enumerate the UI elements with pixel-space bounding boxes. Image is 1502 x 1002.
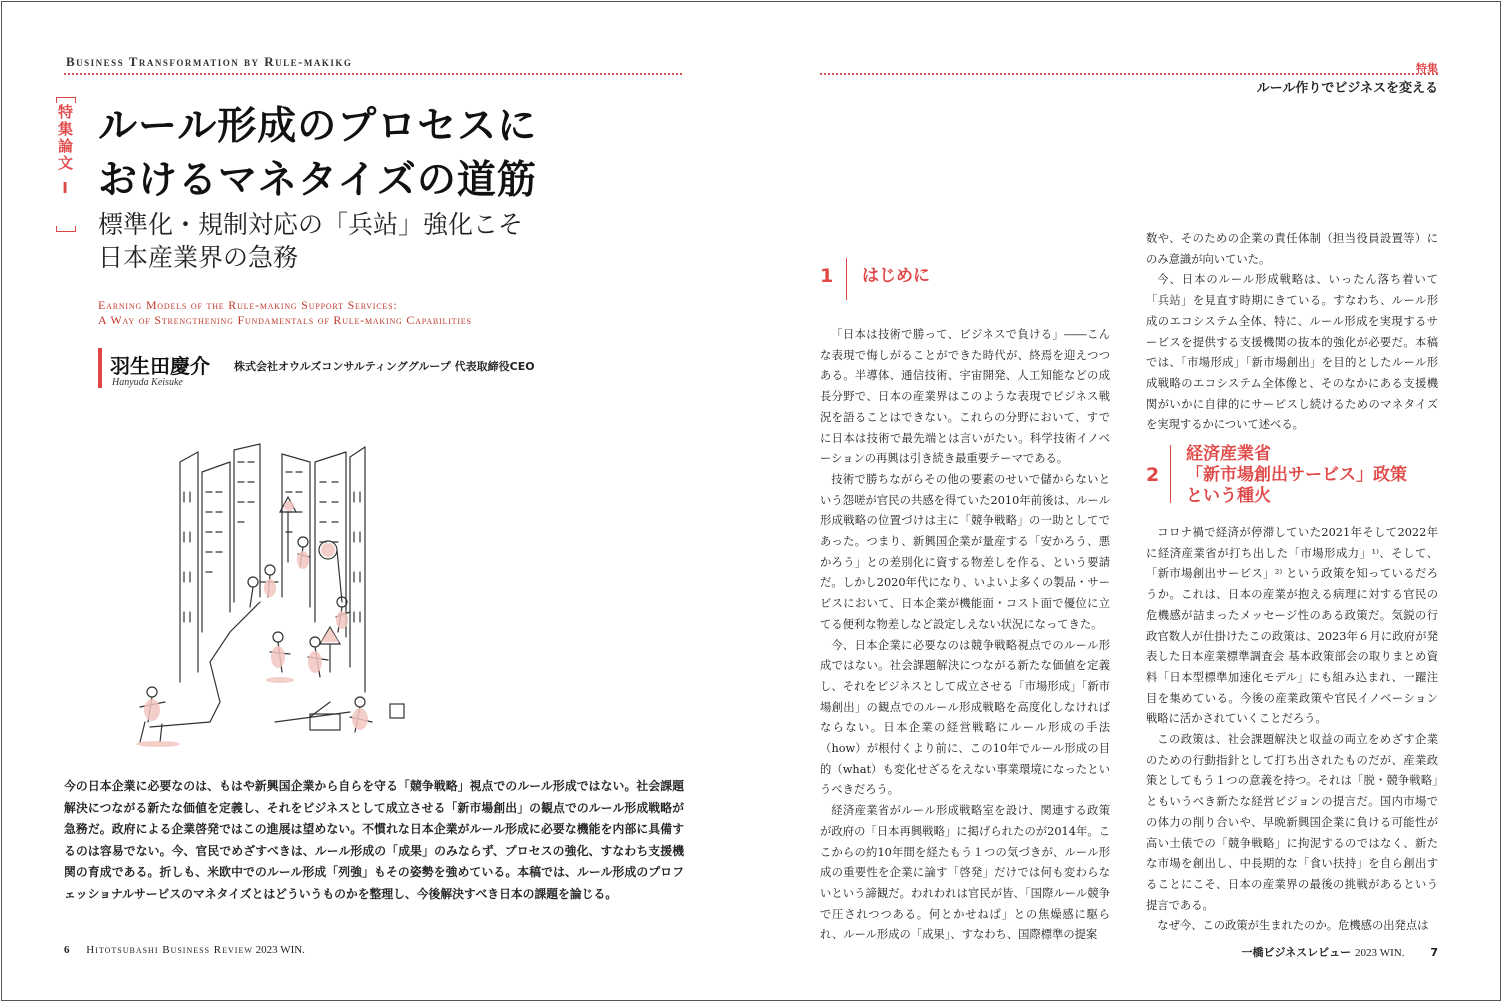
- page-number-left: 6: [64, 944, 70, 956]
- publication-name-right: 一橋ビジネスレビュー: [1241, 946, 1352, 959]
- section-1-title: はじめに: [862, 266, 930, 286]
- col2-paragraph-4: なぜ今、この政策が生まれたのか。危機感の出発点は: [1157, 919, 1429, 933]
- feature-tag-vertical: 特集論文 Ⅰ: [56, 104, 74, 200]
- issue-left: 2023 WIN.: [255, 944, 305, 956]
- author-roman-name: Hanyuda Keisuke: [112, 377, 183, 388]
- section-1-number: 1: [820, 265, 834, 287]
- header-dotted-rule-right: [820, 73, 1438, 75]
- folio-left: [64, 944, 305, 956]
- article-subtitle-line1: 標準化・規制対応の「兵站」強化こそ: [98, 210, 524, 239]
- section-1-rule: [846, 258, 847, 300]
- body-column-2b: [1146, 523, 1438, 937]
- author-name: 羽生田慶介: [110, 354, 210, 378]
- article-lead: 今の日本企業に必要なのは、もはや新興国企業から自らを守る「競争戦略」視点でのルール形成ではない。社会課題解決につながる新たな価値を定義し、それをビジネスとして成立させる「新市場創出」の観点でのルール形成戦略が急務だ。政府による企業啓発ではこの進展は望めない。不慣れな日本企業がルール形成に必要な機能を内部に具備するのは容易でない。今、官民でめざすべきは、ルール形成の「成果」のみならず、プロセスの強化、すなわち支援機関の育成である。折しも、米欧中でのルール形成「列強」もその姿勢を強めている。本稿では、ルール形成のプロフェッショナルサービスのマネタイズとはどういうものかを整理し、今後解決すべき日本の課題を論じる。: [64, 779, 684, 901]
- col1-paragraph-2: 技術で勝ちながらその他の要素のせいで儲からないという怨嗟が官民の共感を得ていた2010年前後は、ルール形成戦略の位置づけは主に「競争戦略」の一助としてであった。つまり、新興国企業が量産する「安かろう、悪かろう」との差別化に資する物差しを作る、という要請だ。しかし2020年代になり、いよいよ多くの製品・サービスにおいて、日本企業が機能面・コスト面で優位に立てる便利な物差しなど設定しえない状況になってきた。: [820, 472, 1110, 631]
- running-header-left: Business Transformation by Rule-makikg: [66, 54, 353, 69]
- english-title-line1: Earning Models of the Rule-making Support Services:: [98, 298, 398, 312]
- publication-name-left: Hitotsubashi Business Review: [86, 944, 253, 956]
- body-column-2a: [1146, 229, 1438, 436]
- section-2-rule: [1170, 445, 1171, 503]
- header-dotted-rule-left: [64, 73, 682, 75]
- section-2-number: 2: [1146, 464, 1160, 486]
- folio-right: [1241, 944, 1438, 960]
- section-2-title-line2: 「新市場創出サービス」政策: [1186, 465, 1407, 485]
- col1-paragraph-3: 今、日本企業に必要なのは競争戦略視点でのルール形成ではない。社会課題解決につながる新たな価値を定義し、それをビジネスとして成立させる「市場形成」「新市場創出」の観点でのルール形成戦略を高度化しなければならない。日本企業の経営戦略にルール形成の手法（how）が根付くより前に、この10年でルール形成の目的（what）も変化せざるをえない事業環境になったというべきだろう。: [820, 638, 1110, 797]
- author-accent-bar: [98, 348, 102, 388]
- col2-paragraph-3: この政策は、社会課題解決と収益の両立をめざす企業のための行動指針として打ち出されたものだが、産業政策としてもう１つの意義を持つ。それは「脱・競争戦略」ともいうべき新たな経営ビジョンの提言だ。国内市場での体力の削り合いや、早晩新興国企業に負ける可能性が高い土俵での「競争戦略」に拘泥するのではなく、新たな市場を創出し、中長期的な「食い扶持」を自ら創出することにこそ、日本の産業界の最後の挑戦があるという提言である。: [1146, 733, 1438, 912]
- body-column-1: [820, 325, 1110, 946]
- col2-paragraph-1: 今、日本のルール形成戦略は、いったん落ち着いて「兵站」を見直す時期にきている。すなわち、ルール形成のエコシステム全体、特に、ルール形成を実現するサービスを提供する支援機関の抜本的強化が必要だ。本稿では、「市場形成」「新市場創出」を目的としたルール形成戦略のエコシステム全体像と、そのなかにある支援機関がいかに自律的にサービスし続けるためのマネタイズを実現するかについて述べる。: [1146, 273, 1438, 432]
- article-subtitle: [98, 208, 523, 274]
- english-title-line2: A Way of Strengthening Fundamentals of Rule-making Capabilities: [98, 313, 472, 327]
- col1-paragraph-4: 経済産業省がルール形成戦略室を設け、関連する政策が政府の「日本再興戦略」に掲げられたのが2014年。ここからの約10年間を経たもう１つの気づきが、ルール形成の重要性を企業に論す「啓発」だけでは何も変わらないという諦観だ。われわれは官民が皆、「国際ルール競争で圧されつつある。何とかせねば」との焦燥感に駆られ、ルール形成の「成果」、すなわち、国際標準の提案: [820, 804, 1110, 942]
- col2-paragraph-2: コロナ禍で経済が停滞していた2021年そして2022年に経済産業省が打ち出した「市場形成力」¹⁾、そして、「新市場創出サービス」²⁾ という政策を知っているだろうか。これは、日本の産業が抱える病理に対する官民の危機感が詰まったメッセージ性のある政策だ。気鋭の行政官数人が仕掛けたこの政策は、2023年６月に政府が発表した日本産業標準調査会 基本政策部会の取りまとめ資料「日本型標準加速化モデル」にも組み込まれ、一躍注目を集めている。今後の産業政策や官民イノベーション戦略に活かされていくことだろう。: [1146, 526, 1438, 726]
- col1-paragraph-1: 「日本は技術で勝って、ビジネスで負ける」――こんな表現で悔しがることができた時代が、終焉を迎えつつある。半導体、通信技術、宇宙開発、人工知能などの成長分野で、日本の産業界はこのような表現でビジネス戦況を語ることはできない。これらの分野において、すでに日本は技術で最先端とは言いがたい。科学技術イノベーションの再興は引き続き最重要テーマである。: [820, 328, 1110, 466]
- section-2-title-line1: 経済産業省: [1186, 444, 1271, 464]
- author-affiliation: 株式会社オウルズコンサルティンググループ 代表取締役CEO: [234, 360, 535, 373]
- running-header-tag: 特集: [1416, 62, 1438, 75]
- city-rulemaking-illustration: [110, 432, 430, 752]
- section-2-title: [1186, 444, 1407, 507]
- running-header-right: ルール作りでビジネスを変える: [1256, 81, 1438, 96]
- english-title: [98, 298, 472, 328]
- tag-bracket-bottom: [56, 226, 76, 232]
- section-2-title-line3: という種火: [1186, 486, 1271, 506]
- article-subtitle-line2: 日本産業界の急務: [98, 243, 299, 272]
- page-number-right: 7: [1430, 946, 1438, 959]
- article-title: [98, 100, 537, 208]
- tag-bracket-top: [56, 97, 76, 103]
- col2-paragraph-0: 数や、そのための企業の責任体制（担当役員設置等）にのみ意識が向いていた。: [1146, 232, 1438, 266]
- article-title-line2: おけるマネタイズの道筋: [98, 158, 537, 203]
- article-title-line1: ルール形成のプロセスに: [98, 104, 538, 149]
- issue-right: 2023 WIN.: [1355, 947, 1405, 959]
